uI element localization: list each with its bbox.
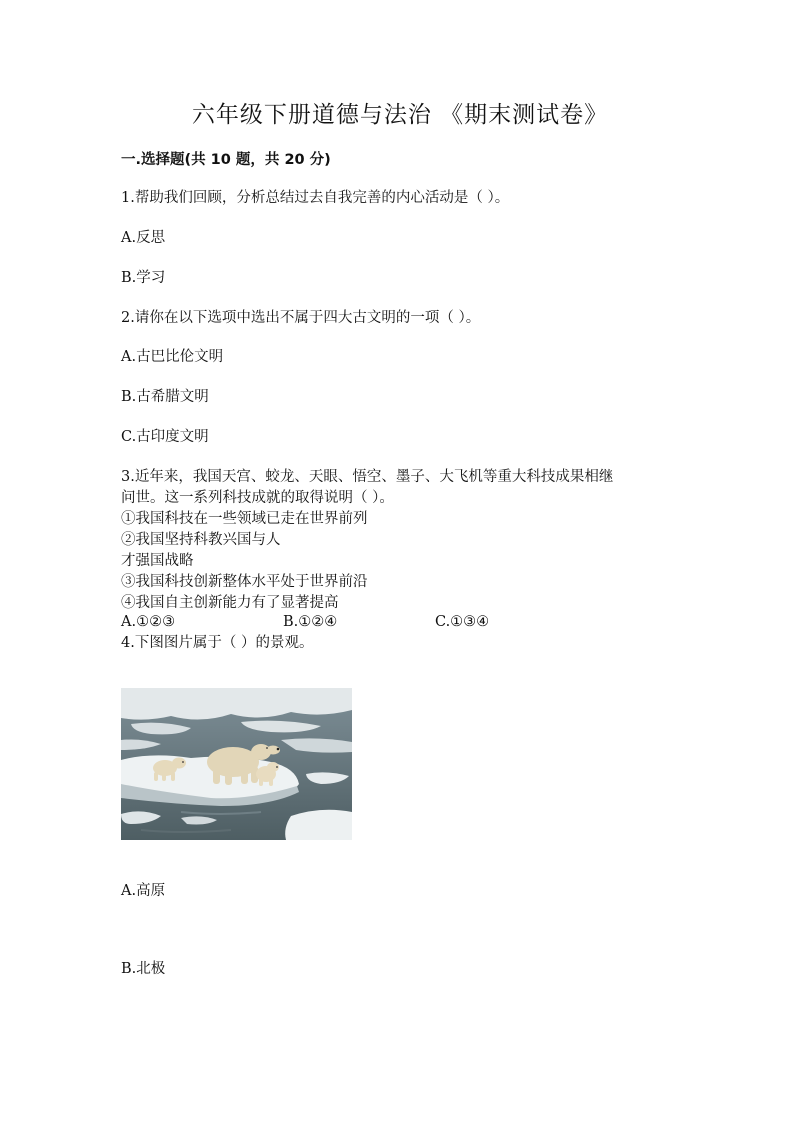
- question-3-option-c[interactable]: C.①③④: [435, 614, 490, 630]
- page-title: 六年级下册道德与法治 《期末测试卷》: [191, 102, 609, 128]
- question-2-stem: 2.请你在以下选项中选出不属于四大古文明的一项（ ）。: [121, 310, 481, 326]
- question-3-option-b[interactable]: B.①②④: [283, 614, 338, 630]
- question-3-stem-line-2: 问世。这一系列科技成就的取得说明（ ）。: [121, 490, 394, 506]
- question-3-statement: ②我国坚持科教兴国与人: [121, 532, 281, 548]
- question-1-stem: 1.帮助我们回顾，分析总结过去自我完善的内心活动是（ ）。: [121, 190, 510, 206]
- question-1-option-a[interactable]: A.反思: [121, 230, 166, 246]
- question-2-option-b[interactable]: B.古希腊文明: [121, 389, 209, 405]
- question-3-statement: ①我国科技在一些领域已走在世界前列: [121, 511, 368, 527]
- question-3-statement: 才强国战略: [121, 553, 194, 569]
- polar-bears-photo: [121, 688, 352, 840]
- question-3-option-a[interactable]: A.①②③: [121, 614, 176, 630]
- question-2-option-a[interactable]: A.古巴比伦文明: [121, 349, 224, 365]
- question-4-option-a[interactable]: A.高原: [121, 883, 166, 899]
- question-4-option-b[interactable]: B.北极: [121, 961, 166, 977]
- question-2-option-c[interactable]: C.古印度文明: [121, 429, 209, 445]
- section-heading: 一.选择题(共 10 题，共 20 分): [121, 152, 331, 168]
- question-3-statement: ③我国科技创新整体水平处于世界前沿: [121, 574, 368, 590]
- question-3-statement: ④我国自主创新能力有了显著提高: [121, 595, 339, 611]
- question-4-stem: 4.下图图片属于（ ）的景观。: [121, 635, 314, 651]
- question-1-option-b[interactable]: B.学习: [121, 270, 166, 286]
- question-3-stem-line-1: 3.近年来，我国天宫、蛟龙、天眼、悟空、墨子、大飞机等重大科技成果相继: [121, 469, 614, 485]
